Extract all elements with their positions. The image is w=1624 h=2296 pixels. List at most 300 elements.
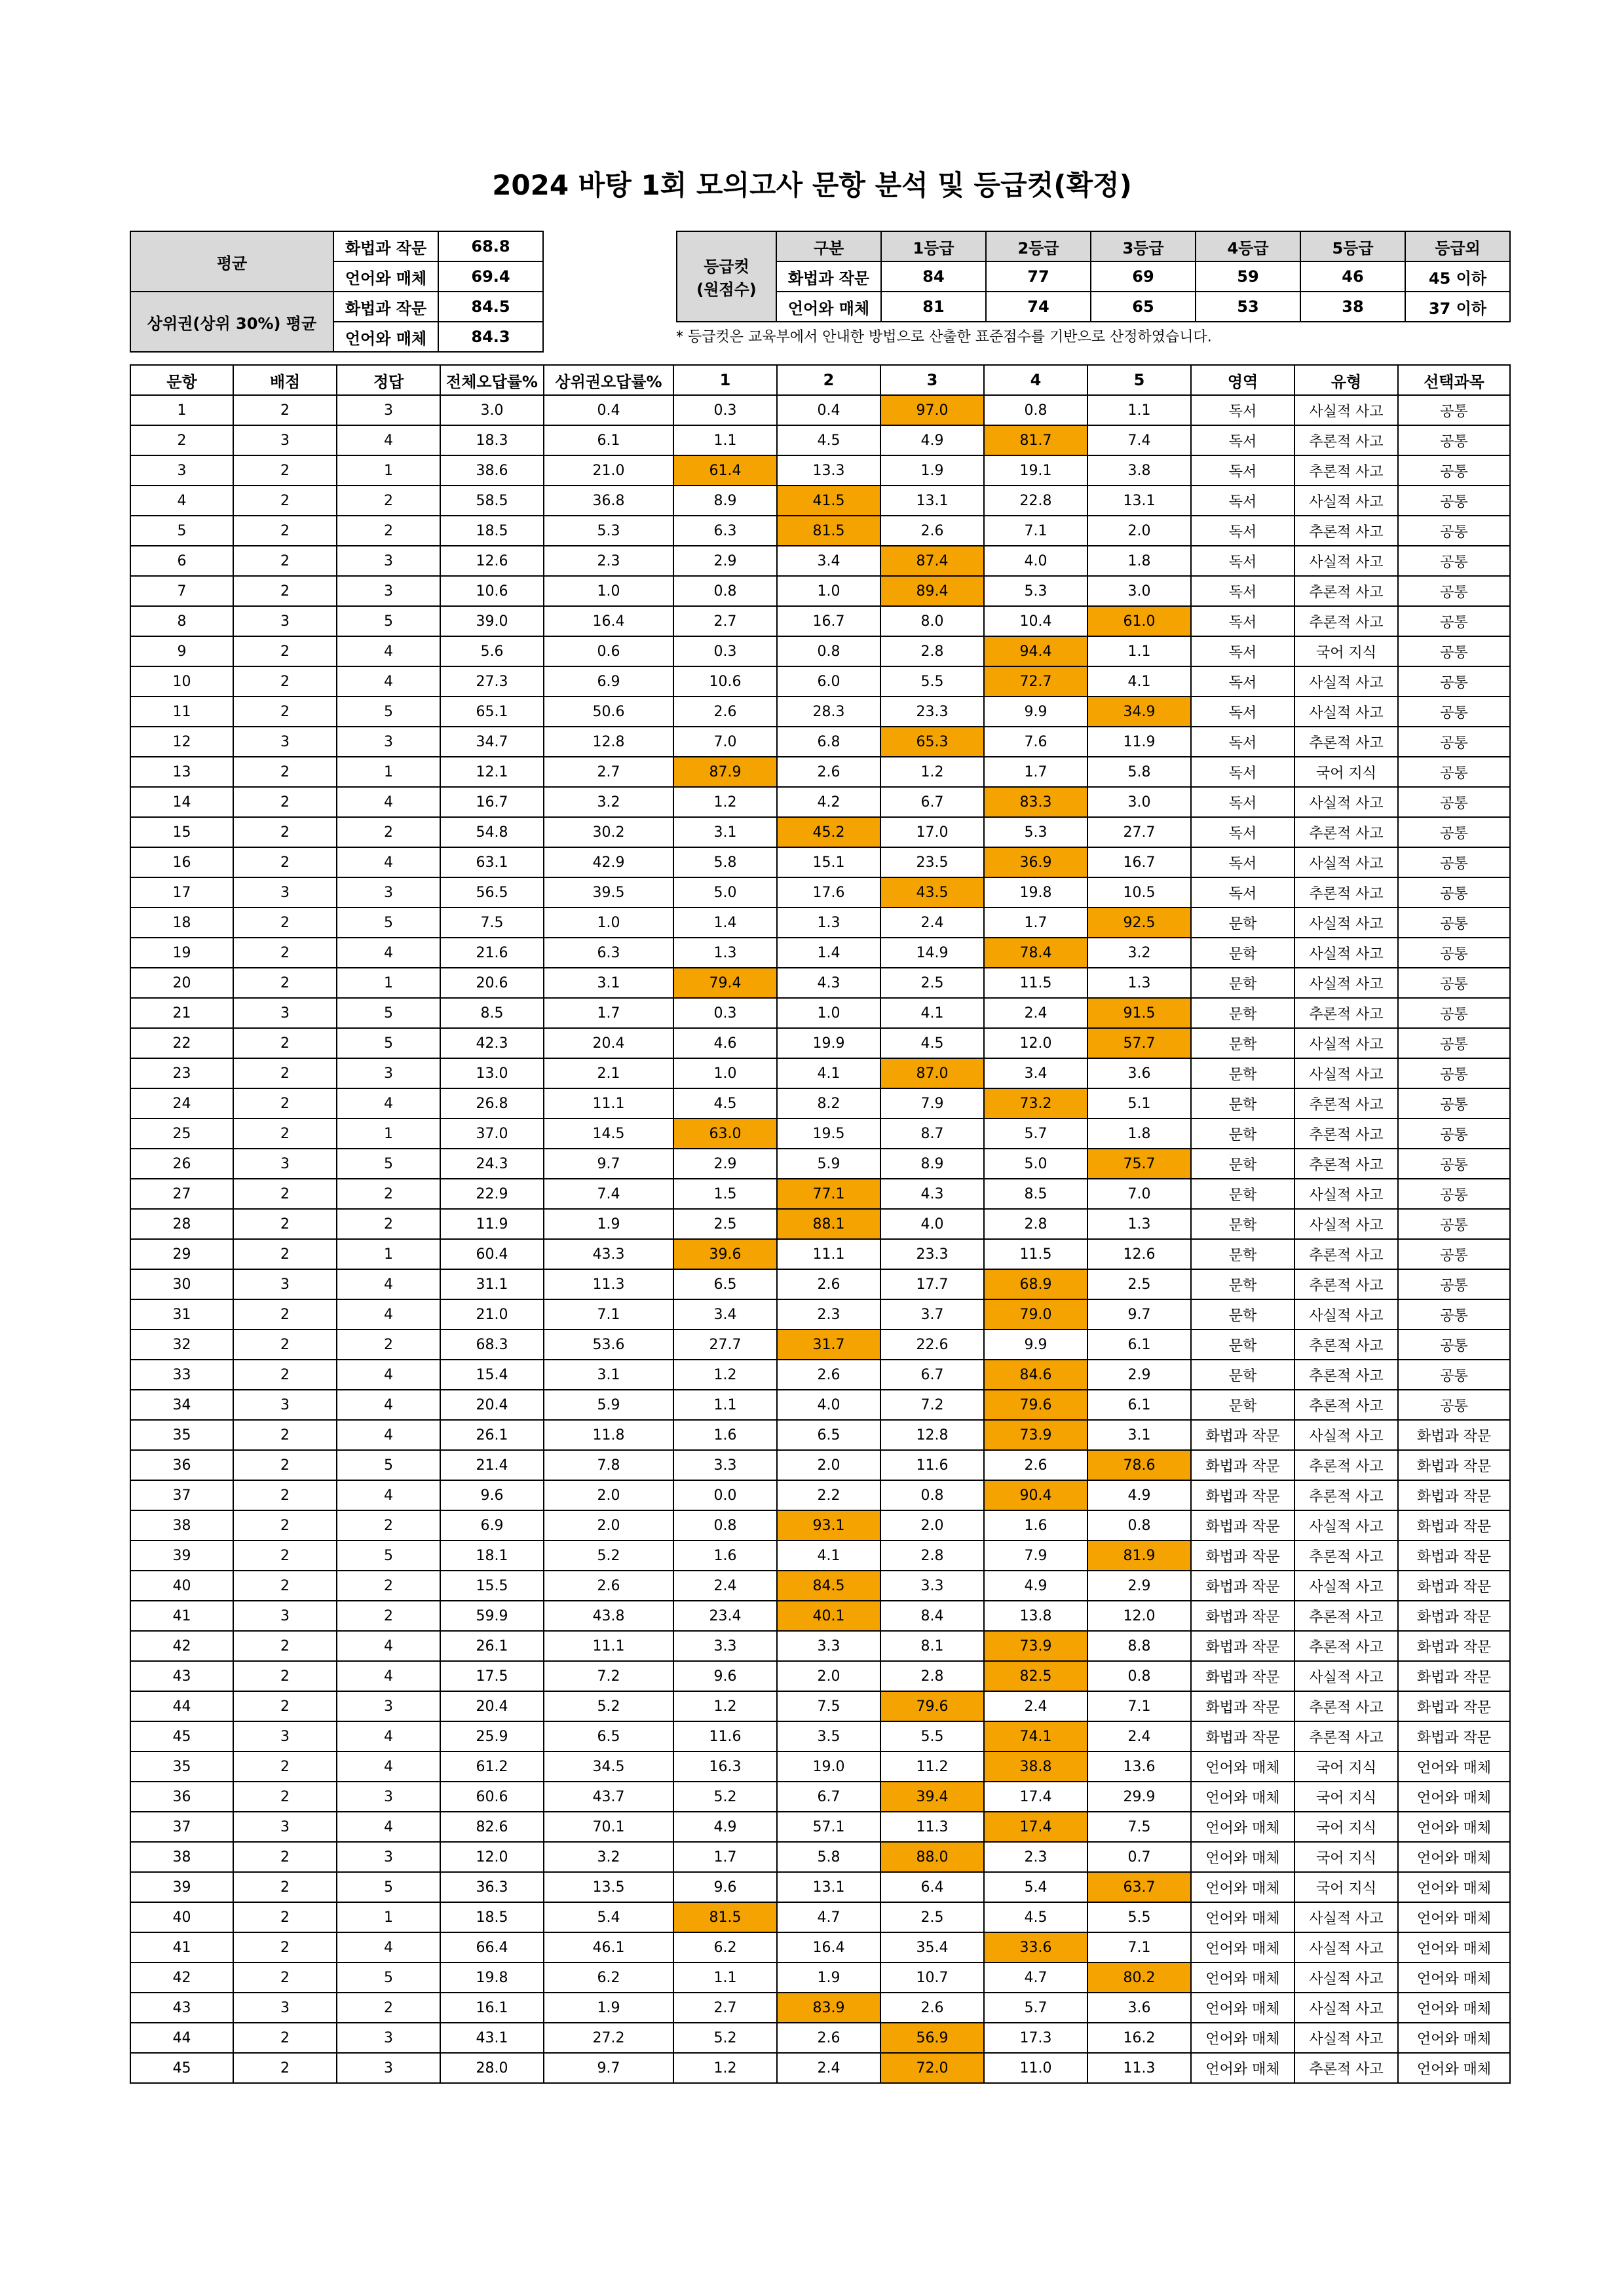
table-row	[130, 1540, 1510, 1571]
table-cell: 문학	[1191, 1209, 1294, 1239]
choice-rate-cell: 6.0	[777, 666, 880, 697]
table-cell: 30.2	[544, 817, 673, 847]
table-row	[130, 1751, 1510, 1782]
table-row	[130, 908, 1510, 938]
table-cell: 사실적 사고	[1294, 1962, 1398, 1993]
table-cell: 3	[233, 1149, 337, 1179]
choice-rate-cell: 9.9	[984, 697, 1087, 727]
table-cell: 41	[130, 1932, 233, 1962]
table-cell: 5.2	[544, 1691, 673, 1721]
table-cell: 공통	[1398, 697, 1510, 727]
table-cell: 2	[233, 847, 337, 877]
table-cell: 언어와 매체	[1191, 1902, 1294, 1932]
table-row	[130, 1420, 1510, 1450]
grade-cut-cell: 46	[1300, 261, 1405, 292]
table-cell: 독서	[1191, 425, 1294, 455]
table-cell: 6.9	[544, 666, 673, 697]
table-cell: 언어와 매체	[1398, 1782, 1510, 1812]
table-cell: 사실적 사고	[1294, 2023, 1398, 2053]
table-cell: 3	[233, 1601, 337, 1631]
table-cell: 2	[233, 1239, 337, 1269]
table-cell: 11.8	[544, 1420, 673, 1450]
choice-rate-cell: 73.2	[984, 1088, 1087, 1119]
choice-rate-cell: 12.6	[1087, 1239, 1191, 1269]
table-cell: 2	[233, 1661, 337, 1691]
table-cell: 독서	[1191, 455, 1294, 486]
table-cell: 34.5	[544, 1751, 673, 1782]
choice-rate-cell: 7.0	[1087, 1179, 1191, 1209]
table-row	[130, 1269, 1510, 1299]
table-cell: 4	[337, 1480, 440, 1510]
table-cell: 언어와 매체	[1398, 1962, 1510, 1993]
choice-rate-cell: 0.8	[777, 636, 880, 666]
table-cell: 2	[233, 787, 337, 817]
table-cell: 추론적 사고	[1294, 1119, 1398, 1149]
table-cell: 화법과 작문	[1398, 1691, 1510, 1721]
table-cell: 공통	[1398, 757, 1510, 787]
table-cell: 5	[337, 998, 440, 1028]
table-cell: 1.0	[544, 908, 673, 938]
choice-rate-cell: 2.7	[673, 1993, 777, 2023]
table-cell: 42	[130, 1631, 233, 1661]
choice-rate-cell: 2.3	[777, 1299, 880, 1330]
grade-cut-note: * 등급컷은 교육부에서 안내한 방법으로 산출한 표준점수를 기반으로 산정하였습니다.	[676, 329, 1212, 345]
table-cell: 46.1	[544, 1932, 673, 1962]
grade-cut-cell: 77	[986, 261, 1091, 292]
table-cell: 4	[337, 1932, 440, 1962]
choice-rate-cell: 2.6	[777, 2023, 880, 2053]
table-cell: 20.4	[544, 1028, 673, 1058]
choice-rate-cell: 5.8	[673, 847, 777, 877]
choice-rate-cell: 1.1	[1087, 636, 1191, 666]
table-cell: 27	[130, 1179, 233, 1209]
choice-rate-cell: 19.8	[984, 877, 1087, 908]
table-cell: 20.4	[440, 1390, 544, 1420]
table-cell: 27.3	[440, 666, 544, 697]
choice-rate-cell: 13.3	[777, 455, 880, 486]
grade-cut-header: 2등급	[986, 231, 1091, 261]
table-header-row	[130, 365, 1510, 395]
table-cell: 화법과 작문	[1191, 1540, 1294, 1571]
table-cell: 15.5	[440, 1571, 544, 1601]
average-label: 평균	[130, 231, 333, 292]
choice-rate-cell: 7.1	[1087, 1932, 1191, 1962]
table-cell: 3	[337, 727, 440, 757]
table-cell: 10	[130, 666, 233, 697]
table-row	[130, 1058, 1510, 1088]
table-row	[130, 425, 1510, 455]
column-header: 5	[1087, 365, 1191, 395]
choice-rate-cell: 5.1	[1087, 1088, 1191, 1119]
choice-rate-cell: 2.8	[880, 1661, 984, 1691]
table-cell: 39	[130, 1540, 233, 1571]
average-value: 84.3	[438, 322, 543, 352]
choice-rate-cell: 13.8	[984, 1601, 1087, 1631]
table-cell: 화법과 작문	[1398, 1661, 1510, 1691]
table-cell: 추론적 사고	[1294, 1450, 1398, 1480]
table-cell: 2	[233, 455, 337, 486]
table-cell: 43	[130, 1993, 233, 2023]
table-cell: 45	[130, 1721, 233, 1751]
table-cell: 14	[130, 787, 233, 817]
table-cell: 화법과 작문	[1398, 1450, 1510, 1480]
choice-rate-cell: 4.5	[880, 1028, 984, 1058]
table-row	[130, 1119, 1510, 1149]
table-row	[130, 877, 1510, 908]
choice-rate-cell: 4.2	[777, 787, 880, 817]
choice-rate-cell: 7.4	[1087, 425, 1191, 455]
table-cell: 1	[337, 1902, 440, 1932]
choice-rate-cell: 7.5	[777, 1691, 880, 1721]
choice-rate-cell: 31.7	[777, 1330, 880, 1360]
table-cell: 21.0	[544, 455, 673, 486]
table-cell: 12	[130, 727, 233, 757]
average-value: 68.8	[438, 231, 543, 261]
table-cell: 1	[337, 1239, 440, 1269]
table-cell: 42	[130, 1962, 233, 1993]
table-cell: 공통	[1398, 1179, 1510, 1209]
table-cell: 2	[233, 666, 337, 697]
choice-rate-cell: 41.5	[777, 486, 880, 516]
choice-rate-cell: 4.9	[1087, 1480, 1191, 1510]
table-row	[130, 1782, 1510, 1812]
choice-rate-cell: 1.0	[777, 998, 880, 1028]
table-cell: 23	[130, 1058, 233, 1088]
table-cell: 1.7	[544, 998, 673, 1028]
table-cell: 사실적 사고	[1294, 486, 1398, 516]
table-cell: 24.3	[440, 1149, 544, 1179]
table-cell: 3	[337, 1782, 440, 1812]
choice-rate-cell: 1.8	[1087, 1119, 1191, 1149]
table-cell: 13	[130, 757, 233, 787]
table-cell: 문학	[1191, 1239, 1294, 1269]
grade-cut-cell: 81	[881, 292, 986, 322]
table-cell: 2	[233, 1360, 337, 1390]
grade-cut-header-row	[677, 231, 1510, 261]
table-cell: 언어와 매체	[1191, 1993, 1294, 2023]
choice-rate-cell: 65.3	[880, 727, 984, 757]
choice-rate-cell: 43.5	[880, 877, 984, 908]
table-cell: 22.9	[440, 1179, 544, 1209]
table-cell: 44	[130, 1691, 233, 1721]
choice-rate-cell: 39.6	[673, 1239, 777, 1269]
table-cell: 3.2	[544, 1842, 673, 1872]
choice-rate-cell: 22.6	[880, 1330, 984, 1360]
table-cell: 공통	[1398, 1330, 1510, 1360]
choice-rate-cell: 57.1	[777, 1812, 880, 1842]
table-cell: 2.1	[544, 1058, 673, 1088]
choice-rate-cell: 0.3	[673, 998, 777, 1028]
table-cell: 34	[130, 1390, 233, 1420]
choice-rate-cell: 4.1	[880, 998, 984, 1028]
choice-rate-cell: 17.7	[880, 1269, 984, 1299]
table-cell: 2	[233, 757, 337, 787]
table-cell: 3	[337, 877, 440, 908]
choice-rate-cell: 4.3	[880, 1179, 984, 1209]
table-cell: 문학	[1191, 938, 1294, 968]
choice-rate-cell: 10.6	[673, 666, 777, 697]
choice-rate-cell: 4.9	[984, 1571, 1087, 1601]
table-cell: 문학	[1191, 1390, 1294, 1420]
table-cell: 11.1	[544, 1088, 673, 1119]
choice-rate-cell: 23.3	[880, 1239, 984, 1269]
table-row	[130, 1721, 1510, 1751]
choice-rate-cell: 79.6	[880, 1691, 984, 1721]
table-cell: 3	[337, 2023, 440, 2053]
table-row	[130, 1510, 1510, 1540]
table-cell: 문학	[1191, 908, 1294, 938]
choice-rate-cell: 0.3	[673, 395, 777, 425]
choice-rate-cell: 4.1	[1087, 666, 1191, 697]
choice-rate-cell: 4.5	[673, 1088, 777, 1119]
choice-rate-cell: 2.9	[673, 546, 777, 576]
choice-rate-cell: 3.5	[777, 1721, 880, 1751]
table-cell: 28	[130, 1209, 233, 1239]
table-cell: 4	[337, 1420, 440, 1450]
choice-rate-cell: 1.3	[777, 908, 880, 938]
choice-rate-cell: 12.0	[984, 1028, 1087, 1058]
choice-rate-cell: 1.0	[673, 1058, 777, 1088]
choice-rate-cell: 33.6	[984, 1932, 1087, 1962]
choice-rate-cell: 3.3	[777, 1631, 880, 1661]
choice-rate-cell: 5.7	[984, 1119, 1087, 1149]
column-header: 선택과목	[1398, 365, 1510, 395]
choice-rate-cell: 39.4	[880, 1782, 984, 1812]
choice-rate-cell: 5.5	[880, 1721, 984, 1751]
table-cell: 12.6	[440, 546, 544, 576]
choice-rate-cell: 2.9	[1087, 1360, 1191, 1390]
table-row	[130, 1872, 1510, 1902]
table-cell: 42.9	[544, 847, 673, 877]
table-cell: 43	[130, 1661, 233, 1691]
choice-rate-cell: 10.5	[1087, 877, 1191, 908]
choice-rate-cell: 89.4	[880, 576, 984, 606]
table-cell: 사실적 사고	[1294, 546, 1398, 576]
table-cell: 사실적 사고	[1294, 1932, 1398, 1962]
table-cell: 2	[337, 1330, 440, 1360]
choice-rate-cell: 6.5	[673, 1269, 777, 1299]
table-cell: 추론적 사고	[1294, 727, 1398, 757]
table-cell: 공통	[1398, 877, 1510, 908]
choice-rate-cell: 3.6	[1087, 1058, 1191, 1088]
table-row	[130, 847, 1510, 877]
choice-rate-cell: 11.0	[984, 2053, 1087, 2083]
choice-rate-cell: 4.7	[984, 1962, 1087, 1993]
table-row	[130, 1631, 1510, 1661]
choice-rate-cell: 11.1	[777, 1239, 880, 1269]
table-cell: 24	[130, 1088, 233, 1119]
table-cell: 2	[233, 2053, 337, 2083]
table-cell: 37	[130, 1480, 233, 1510]
table-cell: 화법과 작문	[1191, 1631, 1294, 1661]
table-cell: 39	[130, 1872, 233, 1902]
grade-cut-cell: 언어와 매체	[776, 292, 881, 322]
table-cell: 국어 지식	[1294, 1812, 1398, 1842]
choice-rate-cell: 8.2	[777, 1088, 880, 1119]
choice-rate-cell: 5.5	[1087, 1902, 1191, 1932]
choice-rate-cell: 1.1	[673, 425, 777, 455]
choice-rate-cell: 5.8	[777, 1842, 880, 1872]
choice-rate-cell: 45.2	[777, 817, 880, 847]
choice-rate-cell: 88.0	[880, 1842, 984, 1872]
choice-rate-cell: 3.4	[673, 1299, 777, 1330]
table-cell: 26.8	[440, 1088, 544, 1119]
choice-rate-cell: 16.2	[1087, 2023, 1191, 2053]
table-cell: 사실적 사고	[1294, 1420, 1398, 1450]
table-cell: 사실적 사고	[1294, 1902, 1398, 1932]
choice-rate-cell: 2.6	[777, 757, 880, 787]
table-cell: 사실적 사고	[1294, 1179, 1398, 1209]
choice-rate-cell: 5.3	[984, 576, 1087, 606]
choice-rate-cell: 1.6	[984, 1510, 1087, 1540]
table-row	[130, 1299, 1510, 1330]
table-cell: 2	[233, 1571, 337, 1601]
table-cell: 30	[130, 1269, 233, 1299]
table-cell: 언어와 매체	[1191, 1962, 1294, 1993]
column-header: 1	[673, 365, 777, 395]
table-cell: 5	[337, 697, 440, 727]
choice-rate-cell: 4.1	[777, 1058, 880, 1088]
choice-rate-cell: 1.7	[673, 1842, 777, 1872]
grade-cut-header: 3등급	[1091, 231, 1196, 261]
table-cell: 언어와 매체	[1398, 1902, 1510, 1932]
choice-rate-cell: 5.8	[1087, 757, 1191, 787]
table-cell: 7	[130, 576, 233, 606]
table-cell: 2	[233, 1540, 337, 1571]
choice-rate-cell: 6.2	[673, 1932, 777, 1962]
choice-rate-cell: 2.6	[673, 697, 777, 727]
table-cell: 11.1	[544, 1631, 673, 1661]
table-cell: 59.9	[440, 1601, 544, 1631]
choice-rate-cell: 5.2	[673, 1782, 777, 1812]
choice-rate-cell: 2.7	[673, 606, 777, 636]
column-header: 상위권오답률%	[544, 365, 673, 395]
table-cell: 2	[233, 938, 337, 968]
table-cell: 5.6	[440, 636, 544, 666]
table-cell: 언어와 매체	[1191, 2053, 1294, 2083]
table-row	[130, 2023, 1510, 2053]
choice-rate-cell: 11.2	[880, 1751, 984, 1782]
table-cell: 15	[130, 817, 233, 847]
table-cell: 언어와 매체	[1398, 1872, 1510, 1902]
table-cell: 추론적 사고	[1294, 877, 1398, 908]
table-cell: 공통	[1398, 576, 1510, 606]
choice-rate-cell: 7.9	[880, 1088, 984, 1119]
table-row	[130, 1691, 1510, 1721]
grade-cut-row	[677, 292, 1510, 322]
table-cell: 독서	[1191, 727, 1294, 757]
table-cell: 3.2	[544, 787, 673, 817]
table-cell: 추론적 사고	[1294, 606, 1398, 636]
grade-cut-cell: 화법과 작문	[776, 261, 881, 292]
table-cell: 국어 지식	[1294, 636, 1398, 666]
table-cell: 화법과 작문	[1398, 1571, 1510, 1601]
choice-rate-cell: 11.3	[1087, 2053, 1191, 2083]
choice-rate-cell: 4.0	[777, 1390, 880, 1420]
column-header: 문항	[130, 365, 233, 395]
column-header: 2	[777, 365, 880, 395]
table-cell: 5.2	[544, 1540, 673, 1571]
table-cell: 4	[337, 1661, 440, 1691]
table-cell: 35	[130, 1751, 233, 1782]
table-cell: 2.6	[544, 1571, 673, 1601]
item-analysis-table	[130, 364, 1511, 2084]
table-cell: 공통	[1398, 425, 1510, 455]
table-cell: 공통	[1398, 1149, 1510, 1179]
table-cell: 독서	[1191, 787, 1294, 817]
choice-rate-cell: 78.6	[1087, 1450, 1191, 1480]
table-cell: 5.3	[544, 516, 673, 546]
table-cell: 독서	[1191, 516, 1294, 546]
table-row	[130, 666, 1510, 697]
choice-rate-cell: 7.1	[1087, 1691, 1191, 1721]
table-cell: 공통	[1398, 666, 1510, 697]
choice-rate-cell: 74.1	[984, 1721, 1087, 1751]
table-cell: 40	[130, 1902, 233, 1932]
table-cell: 4	[337, 1269, 440, 1299]
choice-rate-cell: 0.3	[673, 636, 777, 666]
choice-rate-cell: 8.9	[880, 1149, 984, 1179]
table-cell: 18.5	[440, 516, 544, 546]
table-row	[130, 1330, 1510, 1360]
table-cell: 2	[337, 1209, 440, 1239]
table-cell: 3	[233, 1993, 337, 2023]
choice-rate-cell: 6.1	[1087, 1330, 1191, 1360]
choice-rate-cell: 3.3	[673, 1450, 777, 1480]
choice-rate-cell: 81.7	[984, 425, 1087, 455]
table-cell: 화법과 작문	[1398, 1631, 1510, 1661]
choice-rate-cell: 17.0	[880, 817, 984, 847]
table-cell: 2	[337, 1571, 440, 1601]
table-cell: 2	[233, 1299, 337, 1330]
choice-rate-cell: 2.8	[984, 1209, 1087, 1239]
choice-rate-cell: 2.6	[880, 516, 984, 546]
table-cell: 20	[130, 968, 233, 998]
table-cell: 15.4	[440, 1360, 544, 1390]
table-cell: 60.4	[440, 1239, 544, 1269]
table-row	[130, 606, 1510, 636]
table-cell: 공통	[1398, 1028, 1510, 1058]
table-cell: 공통	[1398, 636, 1510, 666]
choice-rate-cell: 6.3	[673, 516, 777, 546]
table-cell: 39.5	[544, 877, 673, 908]
table-cell: 2	[337, 1179, 440, 1209]
table-cell: 문학	[1191, 1330, 1294, 1360]
choice-rate-cell: 79.4	[673, 968, 777, 998]
table-cell: 32	[130, 1330, 233, 1360]
table-cell: 사실적 사고	[1294, 666, 1398, 697]
table-cell: 공통	[1398, 1209, 1510, 1239]
choice-rate-cell: 8.8	[1087, 1631, 1191, 1661]
table-cell: 공통	[1398, 395, 1510, 425]
table-cell: 언어와 매체	[1191, 1782, 1294, 1812]
table-row	[130, 787, 1510, 817]
table-cell: 1.9	[544, 1993, 673, 2023]
choice-rate-cell: 81.5	[673, 1902, 777, 1932]
table-cell: 3	[130, 455, 233, 486]
choice-rate-cell: 2.9	[1087, 1571, 1191, 1601]
choice-rate-cell: 0.7	[1087, 1842, 1191, 1872]
table-cell: 4	[130, 486, 233, 516]
choice-rate-cell: 4.5	[777, 425, 880, 455]
table-cell: 3	[337, 395, 440, 425]
table-cell: 5	[337, 1028, 440, 1058]
choice-rate-cell: 9.6	[673, 1872, 777, 1902]
choice-rate-cell: 16.7	[777, 606, 880, 636]
choice-rate-cell: 19.5	[777, 1119, 880, 1149]
table-cell: 3.0	[440, 395, 544, 425]
table-cell: 공통	[1398, 1360, 1510, 1390]
